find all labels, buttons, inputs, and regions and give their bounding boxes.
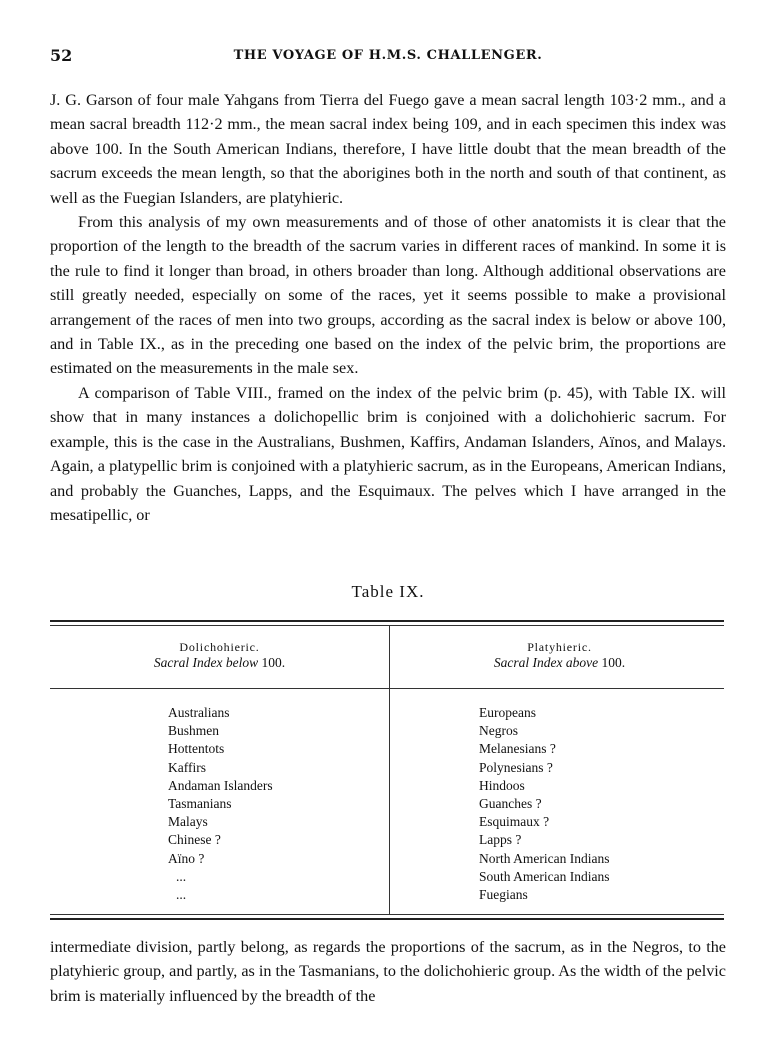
list-item: Hottentots	[168, 741, 225, 757]
list-item: Tasmanians	[168, 796, 232, 812]
list-item: North American Indians	[479, 850, 610, 866]
list-item: Esquimaux ?	[479, 814, 550, 830]
dolichohieric-list	[168, 704, 273, 904]
column-heading: Platyhieric.	[527, 640, 592, 654]
table-ix	[50, 620, 724, 920]
list-item: Bushmen	[168, 723, 220, 739]
paragraph: intermediate division, partly belong, as regards the proportions of the sacrum, as in the Negros, to the platyhieric group, and partly, as in the Tasmanians, to the dolichohieric group. As the width of the pelvic brim is materially influenced by the breadth of the	[50, 938, 726, 1005]
list-item: Negros	[479, 723, 518, 739]
list-item: Chinese ?	[168, 832, 221, 848]
platyhieric-list	[479, 704, 609, 904]
list-item: Europeans	[479, 705, 536, 720]
table-rule	[50, 914, 724, 915]
running-title: THE VOYAGE OF H.M.S. CHALLENGER.	[233, 48, 543, 63]
column-header-platyhieric	[390, 640, 729, 671]
paragraph: From this analysis of my own measurements and of those of other anatomists it is clear that the proportion of the length to the breadth of the sacrum varies in different races of mankind. In some it is the rule to find it longer than broad, in others broader than long. Although additional observations are still greatly needed, especially on some of the races, yet it seems possible to make a provisional arrangement of the races of men into two groups, according as the sacral index is below or above 100, and in Table IX., as in the preceding one based on the index of the pelvic brim, the proportions are estimated on the measurements in the male sex.	[50, 213, 726, 378]
page-number: 52	[50, 46, 73, 65]
paragraph: J. G. Garson of four male Yahgans from Tierra del Fuego gave a mean sacral length 103·2 mm., and a mean sacral breadth 112·2 mm., the mean sacral index being 109, and in each specimen this index was above 100. In the South American Indians, therefore, I have little doubt that the mean breadth of the sacrum exceeds the mean length, so that the aborigines both in the north and south of that continent, as well as the Fuegian Islanders, are platyhieric.	[50, 91, 726, 207]
header-rule	[50, 688, 724, 689]
list-item: Polynesians ?	[479, 759, 553, 775]
subheading-label: Sacral Index below	[153, 655, 259, 670]
list-item: Malays	[168, 814, 208, 830]
column-heading: Dolichohieric.	[179, 640, 260, 654]
list-item: ...	[176, 887, 187, 903]
list-item: Australians	[168, 705, 230, 720]
table-rule	[50, 625, 724, 626]
list-item: Guanches ?	[479, 796, 542, 812]
table-caption: Table IX.	[351, 582, 425, 601]
list-item: South American Indians	[479, 868, 610, 884]
body-text-continued	[50, 935, 726, 1008]
list-item: Hindoos	[479, 777, 525, 793]
paragraph: A comparison of Table VIII., framed on the index of the pelvic brim (p. 45), with Table IX. will show that in many instances a dolichopellic brim is conjoined with a dolichohieric sacrum. For example, this is the case in the Australians, Bushmen, Kaffirs, Andaman Islanders, Aïnos, and Malays. Again, a platypellic brim is conjoined with a platyhieric sacrum, as in the Europeans, American Indians, and probably the Guanches, Lapps, and the Esquimaux. The pelves which I have arranged in the mesatipellic, or	[50, 383, 726, 524]
list-item: Melanesians ?	[479, 741, 556, 757]
list-item: ...	[176, 868, 187, 884]
list-item: Lapps ?	[479, 832, 522, 848]
list-item: Kaffirs	[168, 759, 206, 775]
subheading-label: Sacral Index above	[493, 655, 599, 670]
subheading-value: 100.	[261, 655, 286, 670]
body-text	[50, 88, 726, 527]
list-item: Fuegians	[479, 887, 528, 903]
column-header-dolichohieric	[50, 640, 389, 671]
column-subheading	[50, 655, 389, 671]
list-item: Aïno ?	[168, 850, 205, 866]
subheading-value: 100.	[601, 655, 626, 670]
column-subheading	[390, 655, 729, 671]
list-item: Andaman Islanders	[168, 777, 273, 793]
